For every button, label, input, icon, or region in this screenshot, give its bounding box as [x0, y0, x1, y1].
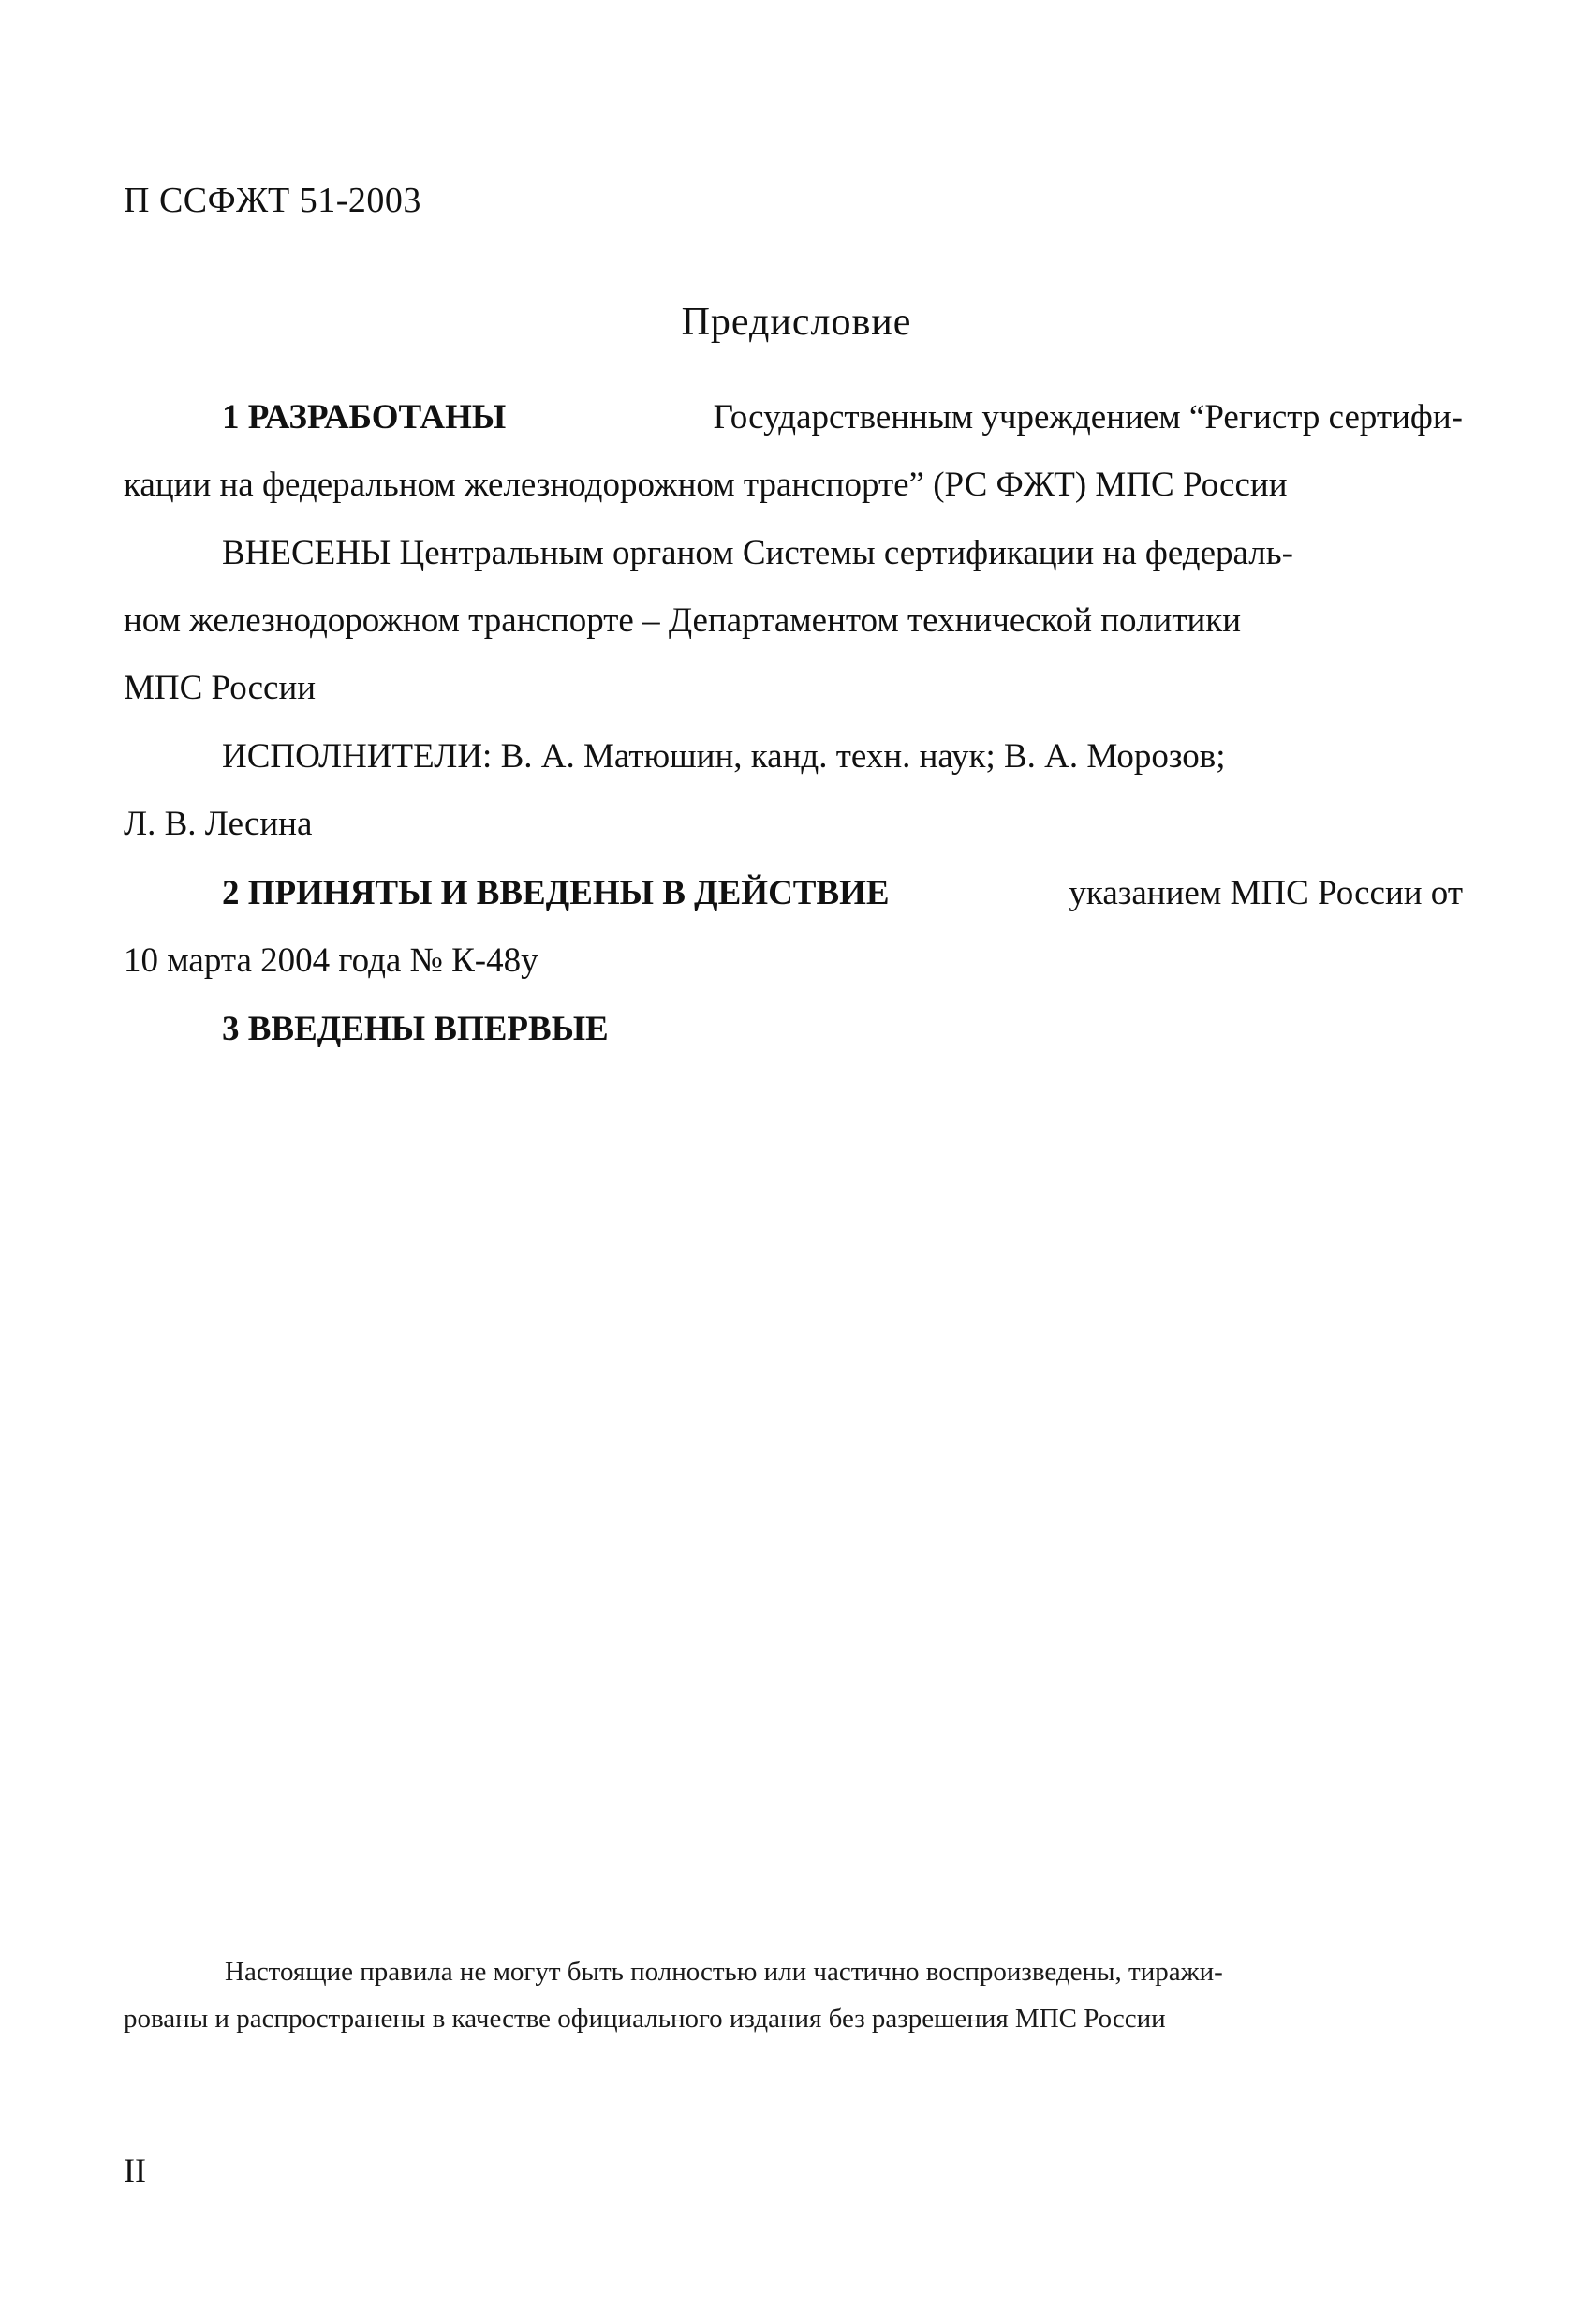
section-2-text-2: 10 марта 2004 года № К-48у	[124, 941, 538, 980]
document-code: П ССФЖТ 51-2003	[124, 181, 421, 220]
section-3-number: 3	[222, 1010, 240, 1048]
introduced-line-2: ном железнодорожном транспорте – Департаментом технической политики	[124, 601, 1242, 640]
introduced-line-1: ВНЕСЕНЫ Центральным органом Системы сертификации на федераль-	[222, 534, 1293, 572]
section-3-first-introduced	[124, 996, 1463, 1063]
executors-paragraph	[124, 723, 1463, 858]
introduced-paragraph	[124, 520, 1463, 722]
section-1-line-1	[124, 384, 1463, 451]
page-title: Предисловие	[681, 301, 912, 344]
copyright-note	[124, 1948, 1461, 2042]
copyright-note-line-2: рованы и распространены в качестве официального издания без разрешения МПС России	[124, 2004, 1166, 2034]
section-1-number: 1	[222, 398, 240, 437]
section-2-adopted	[124, 860, 1463, 995]
copyright-note-line-1: Настоящие правила не могут быть полностью или частично воспроизведены, тиражи-	[225, 1957, 1223, 1987]
executors-line-2: Л. В. Лесина	[124, 805, 313, 843]
introduced-line-3: МПС России	[124, 669, 317, 707]
section-2-number: 2	[222, 874, 240, 912]
section-3-label: ВВЕДЕНЫ ВПЕРВЫЕ	[247, 1010, 609, 1048]
executors-line-1: ИСПОЛНИТЕЛИ: В. А. Матюшин, канд. техн. наук; В. А. Морозов;	[222, 737, 1226, 776]
section-1-text-1: Государственным учреждением “Регистр сертифи-	[713, 398, 1463, 437]
section-2-label: ПРИНЯТЫ И ВВЕДЕНЫ В ДЕЙСТВИЕ	[247, 874, 890, 912]
section-1-label: РАЗРАБОТАНЫ	[247, 398, 507, 437]
section-1-developed	[124, 384, 1463, 519]
section-2-line-1	[124, 860, 1463, 927]
page-number: II	[124, 2152, 146, 2189]
section-2-text-1: указанием МПС России от	[1069, 874, 1463, 912]
section-1-text-2: кации на федеральном железнодорожном транспорте” (РС ФЖТ) МПС России	[124, 466, 1288, 504]
